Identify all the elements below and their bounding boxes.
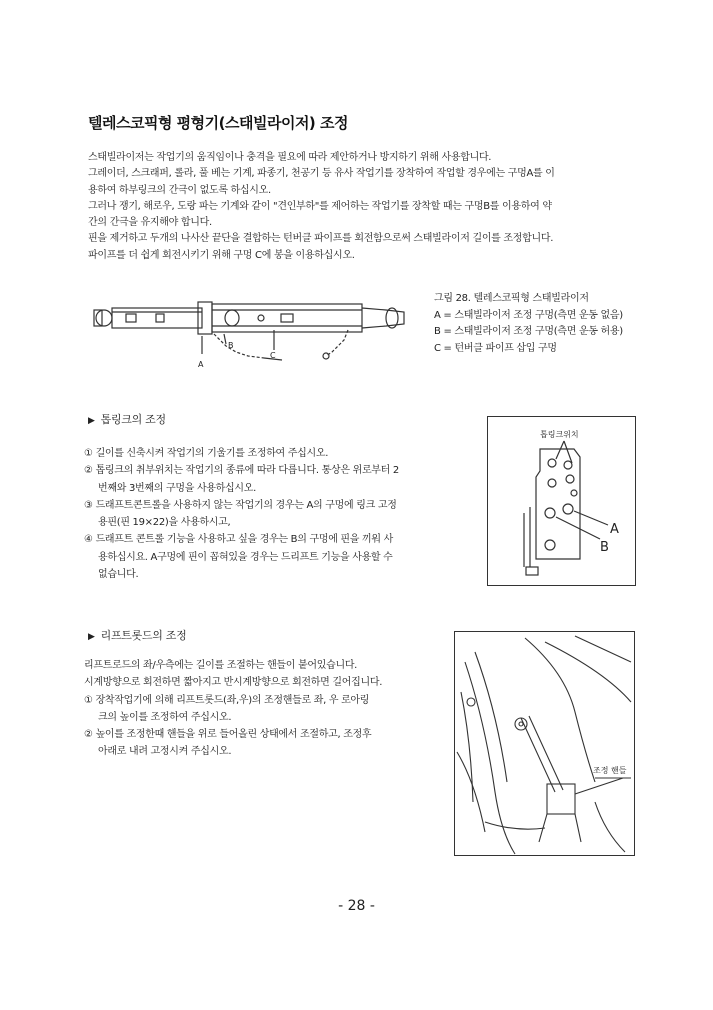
liftrod-heading-text: 리프트롯드의 조정 bbox=[100, 629, 187, 642]
page-number: - 28 - bbox=[338, 898, 375, 914]
intro-line: 스태빌라이저는 작업기의 움직임이나 충격을 필요에 따라 제안하거나 방지하기 위해 사용합니다. bbox=[88, 152, 492, 163]
label-c: C bbox=[270, 351, 276, 360]
list-item-cont: 용하십시요. A구멍에 핀이 꼽혀있을 경우는 드리프트 기능을 사용할 수 bbox=[98, 551, 393, 563]
intro-paragraph bbox=[88, 150, 648, 264]
hole-b-label: B bbox=[600, 540, 609, 555]
list-item: ② 톱링크의 취부위치는 작업기의 종류에 따라 다릅니다. 통상은 위로부터 2 bbox=[84, 465, 399, 477]
liftrod-heading bbox=[88, 627, 186, 643]
liftrod-illustration bbox=[455, 632, 634, 855]
intro-line: 그레이더, 스크래퍼, 롤라, 풀 베는 기계, 파종기, 천공기 등 유사 작업기를 장착하여 작업할 경우에는 구멍A를 이 bbox=[88, 168, 555, 180]
page-title: 텔레스코픽형 평형기(스태빌라이저) 조정 bbox=[88, 114, 348, 132]
caption-title: 그림 28. 텔레스코픽형 스태빌라이저 bbox=[434, 293, 589, 304]
liftrod-intro-line: 시계방향으로 회전하면 짧아지고 반시계방향으로 회전하면 길어집니다. bbox=[84, 677, 383, 689]
figure-caption bbox=[434, 291, 623, 357]
legend-item: B = 스태빌라이저 조정 구멍(측면 운동 허용) bbox=[434, 326, 623, 337]
intro-line: 그러나 쟁기, 해로우, 도랑 파는 기계와 같이 "견인부하"를 제어하는 작업기를 장착할 때는 구멍B를 이용하여 약 bbox=[88, 200, 552, 212]
list-item: ④ 드래프트 콘트롤 기능을 사용하고 싶을 경우는 B의 구멍에 핀을 끼워 사 bbox=[84, 534, 393, 546]
intro-line: 용하여 하부링크의 간극이 없도록 하십시오. bbox=[88, 184, 271, 196]
legend-item: C = 턴버클 파이프 삽입 구멍 bbox=[434, 342, 557, 354]
intro-line: 간의 간극을 유지해야 합니다. bbox=[88, 217, 212, 229]
list-item: ① 장착작업기에 의해 리프트롯드(좌,우)의 조정핸들로 좌, 우 로아링 bbox=[84, 694, 370, 706]
list-item-cont: 용핀(핀 19×22)을 사용하시고, bbox=[98, 517, 231, 529]
list-item-cont: 없습니다. bbox=[98, 569, 139, 581]
stabilizer-illustration bbox=[86, 290, 416, 372]
list-item: ② 높이를 조정한때 핸들을 위로 들어올린 상태에서 조절하고, 조정후 bbox=[84, 729, 372, 741]
triangle-bullet-icon: ▶ bbox=[88, 632, 95, 642]
toplink-heading-text: 톱링크의 조정 bbox=[100, 413, 166, 426]
intro-line: 파이프를 더 쉽게 회전시키기 위해 구멍 C에 봉을 이용하십시오. bbox=[88, 249, 355, 261]
toplink-heading bbox=[88, 411, 166, 427]
toplink-position-label: 톱링크위치 bbox=[540, 430, 579, 439]
label-a: A bbox=[198, 360, 204, 369]
adjust-handle-label: 조정 핸들 bbox=[593, 766, 627, 775]
liftrod-figure bbox=[454, 631, 635, 856]
toplink-figure bbox=[487, 416, 636, 586]
list-item-cont: 번째와 3번째의 구멍을 사용하십시오. bbox=[98, 482, 256, 494]
intro-line: 핀을 제거하고 두개의 나사산 끝단을 결합하는 턴버클 파이프를 회전함으로써 스태빌라이저 길이를 조정합니다. bbox=[88, 233, 554, 245]
list-item: ③ 드래프트콘트롤을 사용하지 않는 작업기의 경우는 A의 구멍에 링크 고정 bbox=[84, 499, 397, 511]
liftrod-list bbox=[84, 657, 382, 761]
list-item-cont: 아래로 내려 고정시켜 주십시오. bbox=[98, 746, 232, 758]
legend-item: A = 스태빌라이저 조정 구멍(측면 운동 없음) bbox=[434, 309, 623, 321]
hole-a-label: A bbox=[610, 522, 619, 537]
triangle-bullet-icon: ▶ bbox=[88, 416, 95, 426]
list-item: ① 길이를 신축시켜 작업기의 기울기를 조정하여 주십시오. bbox=[84, 448, 329, 459]
list-item-cont: 크의 높이를 조정하여 주십시오. bbox=[98, 711, 232, 723]
toplink-illustration bbox=[488, 417, 635, 585]
toplink-list bbox=[84, 445, 399, 583]
liftrod-intro-line: 리프트로드의 좌/우측에는 길이를 조절하는 핸들이 붙어있습니다. bbox=[84, 660, 358, 671]
label-b: B bbox=[228, 341, 234, 350]
